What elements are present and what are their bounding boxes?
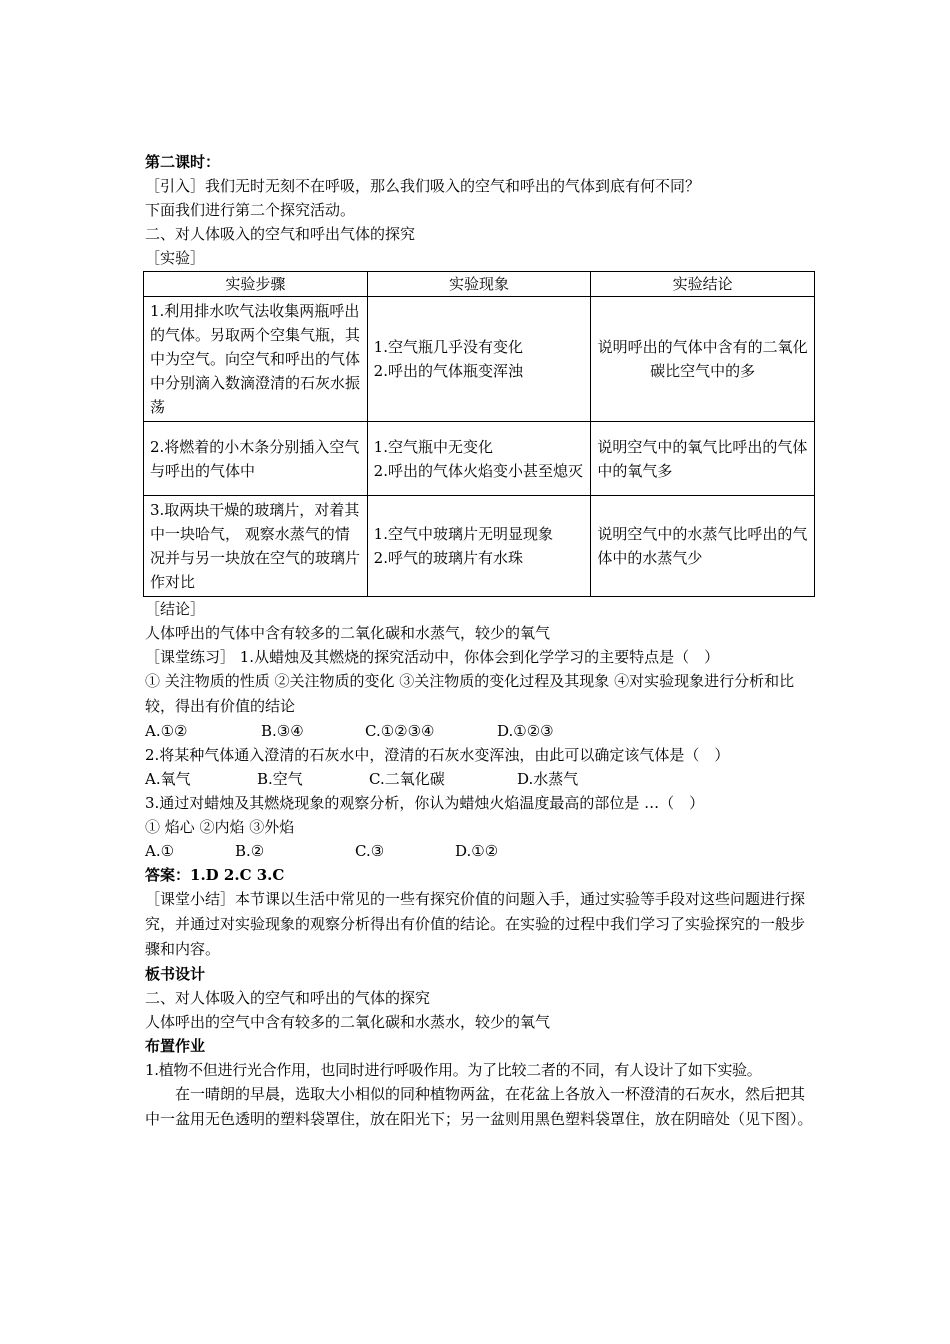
step-cell: 3.取两块干燥的玻璃片，对着其中一块哈气， 观察水蒸气的情况并与另一块放在空气的玻璃片作对比	[144, 496, 368, 597]
exercise-q3-options	[145, 839, 817, 863]
option: A.①	[145, 842, 175, 860]
phenomenon-cell	[367, 496, 591, 597]
table-row	[144, 422, 815, 496]
answer-text: 1.D 2.C 3.C	[190, 866, 285, 884]
class-summary: ［课堂小结］本节课以生活中常见的一些有探究价值的问题入手，通过实验等手段对这些问题进行探究，并通过对实验现象的观察分析得出有价值的结论。在实验的过程中我们学习了实验探究的一般步骤和内容。	[145, 890, 806, 958]
table-header-row	[144, 272, 815, 297]
option: D.水蒸气	[517, 770, 579, 788]
option: A.①②	[145, 722, 188, 740]
option: D.①②③	[497, 722, 554, 740]
intro-text: ［引入］我们无时无刻不在呼吸，那么我们吸入的空气和呼出的气体到底有何不同？	[145, 177, 701, 195]
option: C.①②③④	[365, 722, 435, 740]
table-header: 实验结论	[591, 272, 815, 297]
board-line-2: 人体呼出的空气中含有较多的二氧化碳和水蒸水，较少的氧气	[145, 1013, 551, 1031]
phenomenon-cell	[367, 297, 591, 422]
phenomenon-line: 1.空气瓶几乎没有变化	[373, 338, 523, 356]
board-line-1: 二、对人体吸入的空气和呼出的气体的探究	[145, 989, 431, 1007]
homework-item-1: 1.植物不但进行光合作用，也同时进行呼吸作用。为了比较二者的不同，有人设计了如下实验。	[145, 1061, 762, 1079]
conclusion-cell: 说明呼出的气体中含有的二氧化碳比空气中的多	[591, 297, 815, 422]
option: B.空气	[257, 770, 303, 788]
exercise-question-1: ［课堂练习］ 1.从蜡烛及其燃烧的探究活动中，你体会到化学学习的主要特点是（ ）	[145, 648, 720, 666]
exercise-question-3: 3.通过对蜡烛及其燃烧现象的观察分析，你认为蜡烛火焰温度最高的部位是 …（ ）	[145, 794, 705, 812]
option: B.②	[235, 842, 265, 860]
phenomenon-line: 2.呼出的气体瓶变浑浊	[373, 362, 523, 380]
phenomenon-line: 2.呼出的气体火焰变小甚至熄灭	[373, 461, 583, 480]
board-design-title: 板书设计	[145, 965, 206, 983]
table-row	[144, 496, 815, 597]
experiment-table	[143, 271, 815, 597]
option: B.③④	[261, 722, 304, 740]
exercise-q2-options	[145, 767, 817, 791]
experiment-label: ［实验］	[145, 249, 206, 267]
exercise-question-2: 2.将某种气体通入澄清的石灰水中，澄清的石灰水变浑浊，由此可以确定该气体是（ ）	[145, 746, 730, 764]
homework-title: 布置作业	[145, 1037, 206, 1055]
exercise-q1-statements: ① 关注物质的性质 ②关注物质的变化 ③关注物质的变化过程及其现象 ④对实验现象进行分析和比较，得出有价值的结论	[145, 672, 795, 715]
conclusion-label: ［结论］	[145, 600, 206, 618]
document-page	[145, 150, 817, 1132]
table-row	[144, 297, 815, 422]
option: D.①②	[455, 842, 499, 860]
phenomenon-line: 2.呼气的玻璃片有水珠	[373, 549, 523, 567]
exercise-q1-options	[145, 719, 817, 743]
option: C.③	[355, 842, 385, 860]
phenomenon-line: 1.空气中玻璃片无明显现象	[373, 525, 553, 543]
conclusion-text: 人体呼出的气体中含有较多的二氧化碳和水蒸气，较少的氧气	[145, 624, 551, 642]
step-cell: 2.将燃着的小木条分别插入空气与呼出的气体中	[144, 422, 368, 496]
answer-line	[145, 863, 817, 887]
conclusion-cell: 说明空气中的氧气比呼出的气体中的氧气多	[591, 422, 815, 496]
homework-item-2: 在一晴朗的早晨，选取大小相似的同种植物两盆，在花盆上各放入一杯澄清的石灰水，然后把其中一盆用无色透明的塑料袋罩住，放在阳光下；另一盆则用黑色塑料袋罩住，放在阴暗处（见下图）。	[145, 1085, 813, 1128]
phenomenon-cell	[367, 422, 591, 496]
option: C.二氧化碳	[369, 770, 445, 788]
table-header: 实验步骤	[144, 272, 368, 297]
option: A.氧气	[145, 770, 191, 788]
phenomenon-line: 1.空气瓶中无变化	[373, 437, 493, 456]
lesson-heading: 第二课时：	[145, 153, 221, 171]
step-cell: 1.利用排水吹气法收集两瓶呼出的气体。另取两个空集气瓶，其中为空气。向空气和呼出的气体中分别滴入数滴澄清的石灰水振荡	[144, 297, 368, 422]
answer-label: 答案：	[145, 866, 191, 884]
conclusion-cell: 说明空气中的水蒸气比呼出的气体中的水蒸气少	[591, 496, 815, 597]
exercise-q3-statements: ① 焰心 ②内焰 ③外焰	[145, 818, 295, 836]
section-title: 二、对人体吸入的空气和呼出气体的探究	[145, 225, 416, 243]
intro-text-2: 下面我们进行第二个探究活动。	[145, 201, 356, 219]
table-header: 实验现象	[367, 272, 591, 297]
